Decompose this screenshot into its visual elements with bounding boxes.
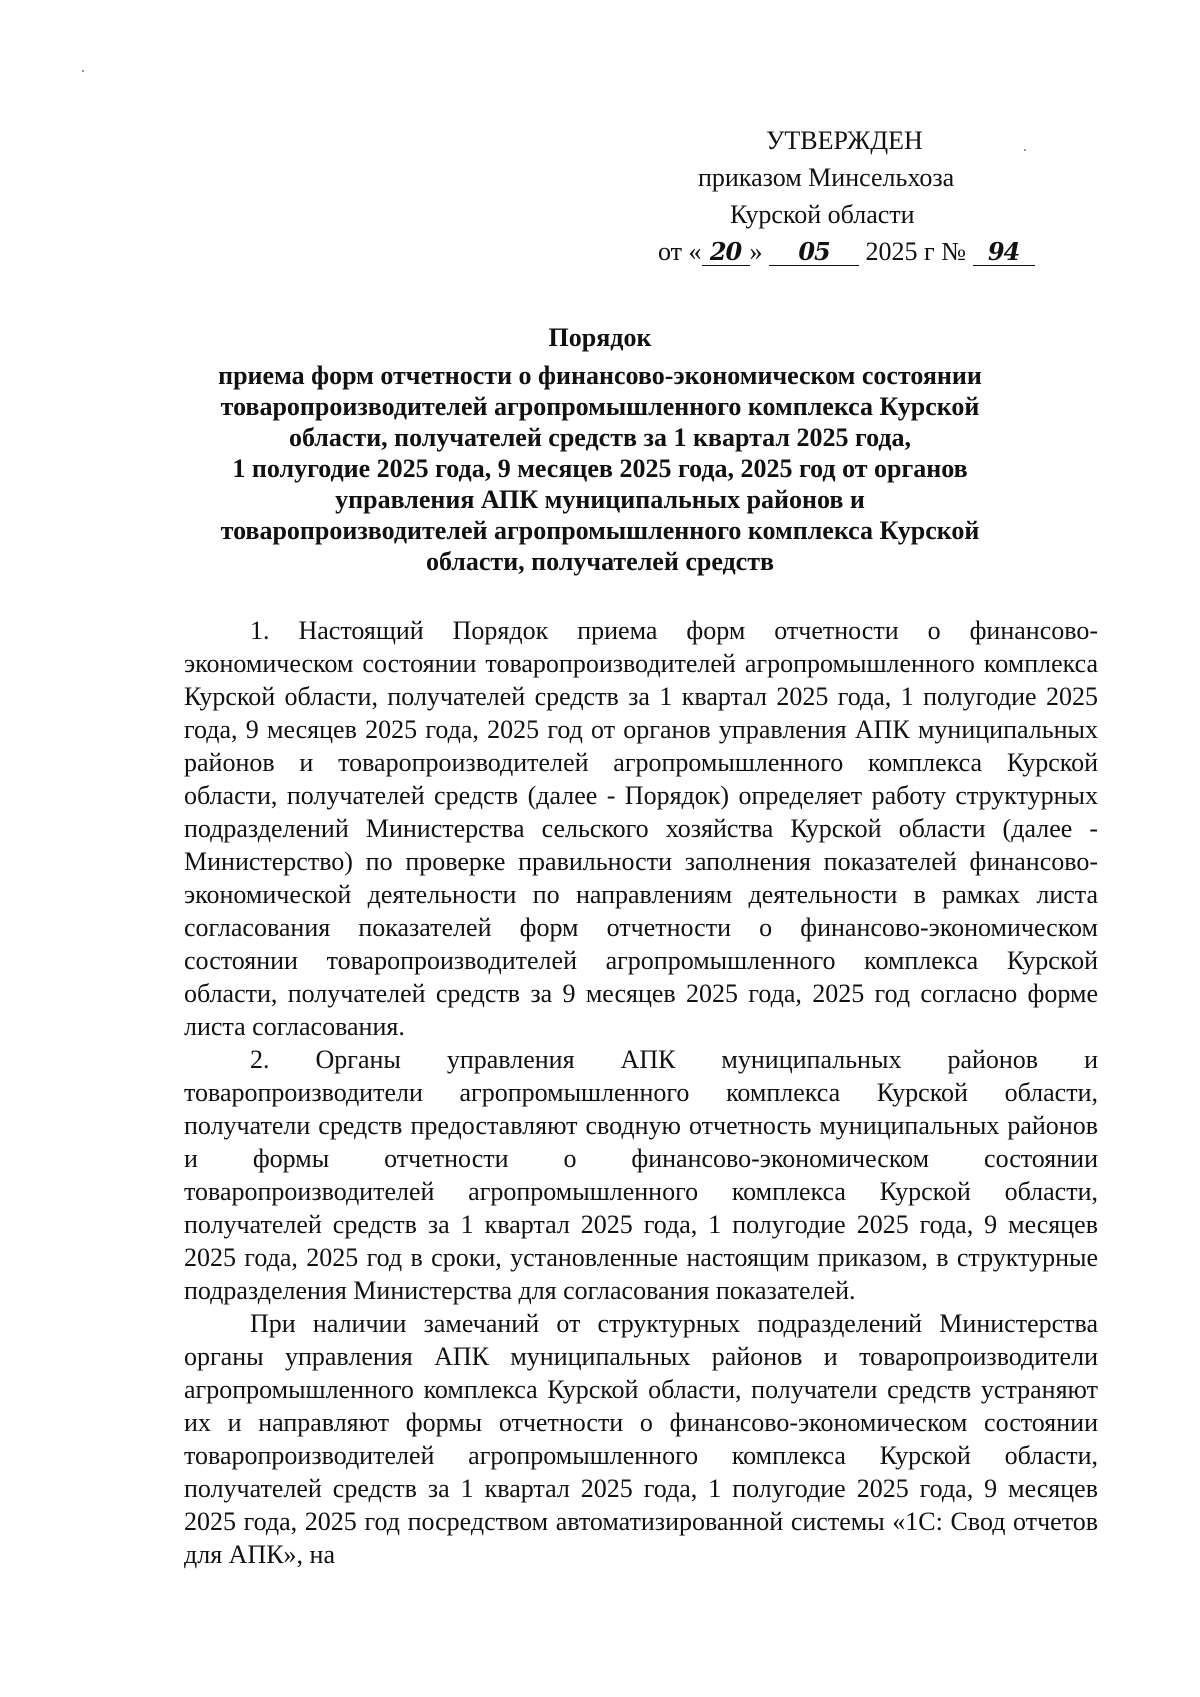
handwritten-month: 05 bbox=[798, 237, 830, 266]
document-body bbox=[184, 614, 1098, 1571]
approval-heading: УТВЕРЖДЕН bbox=[766, 126, 923, 155]
approval-region-line: Курской области bbox=[730, 200, 915, 229]
title-line: области, получателей средств за 1 квартал 2025 года, bbox=[288, 423, 912, 452]
document-title bbox=[150, 322, 1050, 577]
title-line: приема форм отчетности о финансово-экономическом состоянии bbox=[218, 361, 982, 390]
handwritten-number: 94 bbox=[987, 237, 1020, 266]
date-day-field bbox=[702, 239, 750, 266]
order-number-field bbox=[973, 239, 1035, 266]
date-mid: » bbox=[749, 237, 763, 266]
date-year-text: 2025 г № bbox=[865, 237, 967, 266]
title-line: 1 полугодие 2025 года, 9 месяцев 2025 года, 2025 год от органов bbox=[232, 454, 968, 483]
approval-order-line: приказом Минсельхоза bbox=[698, 163, 955, 192]
title-line: управления АПК муниципальных районов и bbox=[335, 485, 865, 514]
date-month-field bbox=[769, 239, 859, 266]
title-line: Порядок bbox=[548, 323, 652, 352]
approval-date-line bbox=[640, 233, 1040, 270]
title-line: товаропроизводителей агропромышленного комплекса Курской bbox=[220, 392, 980, 421]
handwritten-day: 20 bbox=[709, 237, 742, 266]
paragraph-2: 2. Органы управления АПК муниципальных районов и товаропроизводители агропромышленного комплекса Курской области, получатели средств предоставляют сводную отчетность муниципальных районов и формы отчетности о финансово-экономическом состоянии товаропроизводителей агропромышленного комплекса Курской области, получателей средств за 1 квартал 2025 года, 1 полугодие 2025 года, 9 месяцев 2025 года, 2025 год в сроки, установленные настоящим приказом, в структурные подразделения Министерства для согласования показателей. bbox=[184, 1045, 1098, 1305]
paragraph-3: При наличии замечаний от структурных подразделений Министерства органы управления АПК муниципальных районов и товаропроизводители агропромышленного комплекса Курской области, получатели средств устраняют их и направляют формы отчетности о финансово-экономическом состоянии товаропроизводителей агропромышленного комплекса Курской области, получателей средств за 1 квартал 2025 года, 1 полугодие 2025 года, 9 месяцев 2025 года, 2025 год посредством автоматизированной системы «1С: Свод отчетов для АПК», на bbox=[184, 1309, 1098, 1569]
scan-speck bbox=[82, 70, 84, 72]
title-line: товаропроизводителей агропромышленного комплекса Курской bbox=[220, 516, 980, 545]
approval-block bbox=[640, 122, 1040, 270]
date-prefix: от « bbox=[658, 237, 702, 266]
paragraph-1: 1. Настоящий Порядок приема форм отчетности о финансово-экономическом состоянии товаропроизводителей агропромышленного комплекса Курской области, получателей средств за 1 квартал 2025 года, 1 полугодие 2025 года, 9 месяцев 2025 года, 2025 год от органов управления АПК муниципальных районов и товаропроизводителей агропромышленного комплекса Курской области, получателей средств (далее - Порядок) определяет работу структурных подразделений Министерства сельского хозяйства Курской области (далее - Министерство) по проверке правильности заполнения показателей финансово-экономической деятельности по направлениям деятельности в рамках листа согласования показателей форм отчетности о финансово-экономическом состоянии товаропроизводителей агропромышленного комплекса Курской области, получателей средств за 9 месяцев 2025 года, 2025 год согласно форме листа согласования. bbox=[184, 616, 1098, 1041]
title-line: области, получателей средств bbox=[425, 547, 775, 576]
